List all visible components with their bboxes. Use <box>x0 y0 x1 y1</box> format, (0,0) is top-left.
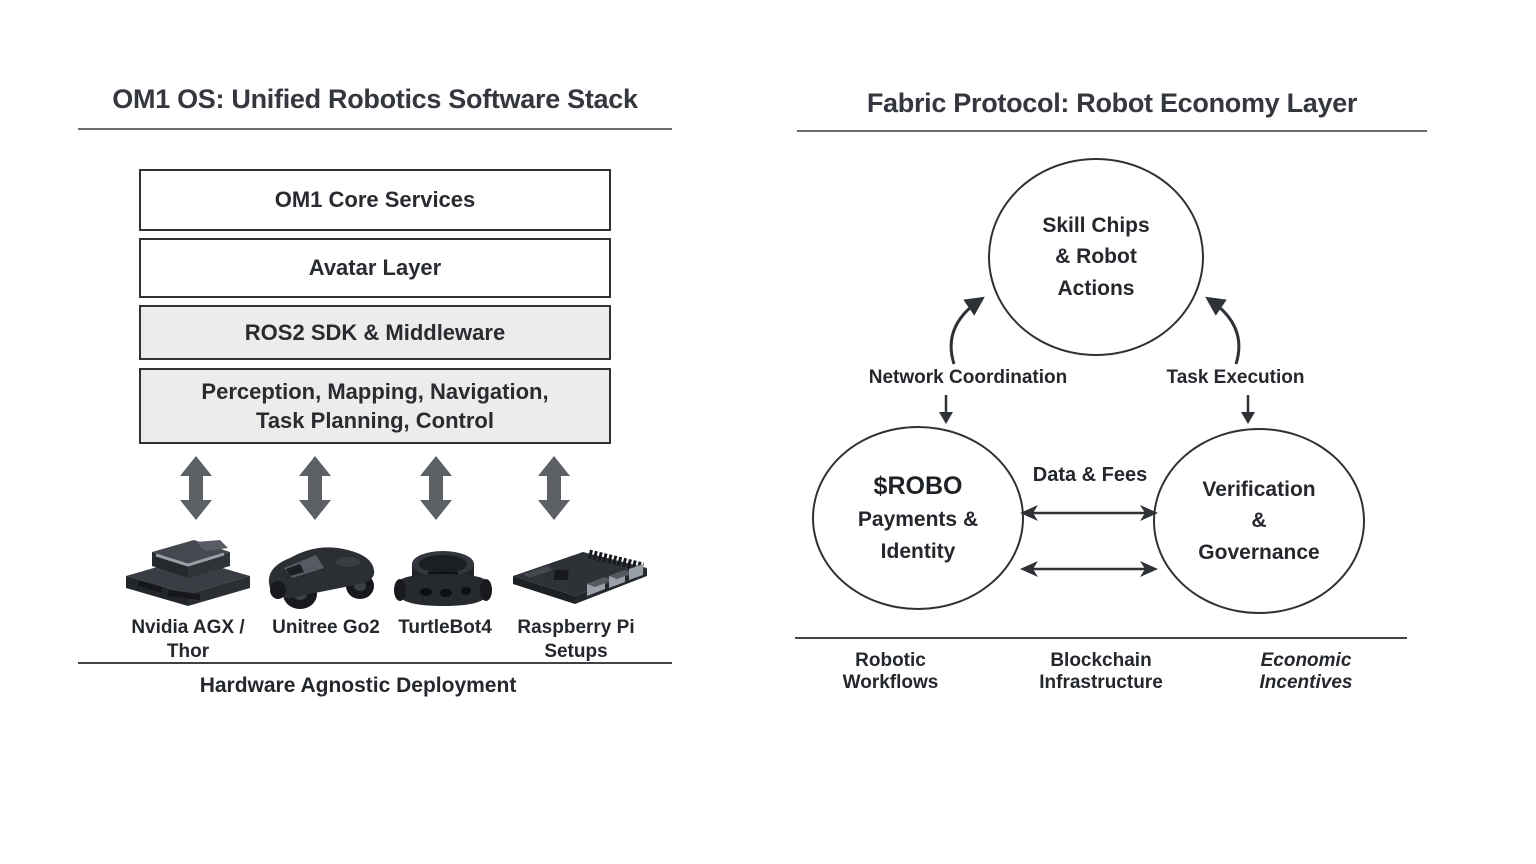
stack-layer-perception <box>139 368 611 444</box>
edge-label-task-execution: Task Execution <box>1166 367 1305 388</box>
stack-layer-label-line1: Perception, Mapping, Navigation, <box>201 378 549 404</box>
node-verification-governance <box>1153 428 1365 614</box>
node-line: Payments & <box>857 508 979 531</box>
down-arrow-icon <box>935 393 957 425</box>
stack-layer-core-services <box>139 169 611 231</box>
curved-arrow-up-icon <box>928 288 994 366</box>
stack-layer-label-line2: Task Planning, Control <box>256 408 494 433</box>
down-arrow-icon <box>1237 393 1259 425</box>
edge-label-network-coordination: Network Coordination <box>868 367 1068 388</box>
node-token-symbol: $ROBO <box>873 472 963 500</box>
double-arrow-icon <box>179 456 213 520</box>
node-line: & <box>1251 509 1267 533</box>
double-arrow-icon <box>537 456 571 520</box>
node-skill-chips <box>988 158 1204 356</box>
footer-label-robotic-workflows: Robotic Workflows <box>842 650 939 693</box>
left-panel-title: OM1 OS: Unified Robotics Software Stack <box>112 84 638 114</box>
turtlebot-lidar-icon <box>382 528 504 614</box>
footer-label-blockchain-infrastructure: Blockchain Infrastructure <box>1039 650 1163 693</box>
node-line: Governance <box>1198 540 1320 564</box>
double-arrow-icon <box>419 456 453 520</box>
node-line: Verification <box>1202 477 1316 501</box>
left-title-underline <box>78 128 672 130</box>
node-line: Identity <box>880 539 956 563</box>
hardware-label-raspberrypi: Raspberry Pi Setups <box>517 617 635 662</box>
horizontal-double-arrow-icon <box>1018 558 1160 580</box>
quadruped-rover-icon <box>256 528 388 614</box>
right-footer-rule <box>795 637 1407 639</box>
stack-layer-avatar <box>139 238 611 298</box>
stack-layer-label: Avatar Layer <box>308 255 442 281</box>
hardware-label-nvidia: Nvidia AGX / Thor <box>131 617 245 662</box>
double-arrow-icon <box>298 456 332 520</box>
right-title-underline <box>797 130 1427 132</box>
stack-layer-ros2 <box>139 305 611 360</box>
right-panel-title: Fabric Protocol: Robot Economy Layer <box>866 88 1358 118</box>
node-robo-payments <box>812 426 1024 610</box>
stack-layer-label: OM1 Core Services <box>274 187 476 213</box>
node-line: Skill Chips <box>1042 213 1150 237</box>
horizontal-double-arrow-icon <box>1018 502 1160 524</box>
node-line: & Robot <box>1055 245 1137 269</box>
curved-arrow-up-icon <box>1196 288 1262 366</box>
hardware-label-unitree: Unitree Go2 <box>272 617 380 638</box>
edge-label-data-fees: Data & Fees <box>1032 464 1148 486</box>
devkit-module-icon <box>118 524 258 614</box>
hardware-label-turtlebot: TurtleBot4 <box>398 617 492 638</box>
stack-layer-label: ROS2 SDK & Middleware <box>244 319 506 345</box>
left-footer-rule <box>78 662 672 664</box>
node-line: Actions <box>1057 276 1135 300</box>
footer-label-economic-incentives: Economic Incentives <box>1259 650 1353 693</box>
left-footer-label: Hardware Agnostic Deployment <box>199 674 517 697</box>
raspberry-pi-board-icon <box>503 526 653 616</box>
